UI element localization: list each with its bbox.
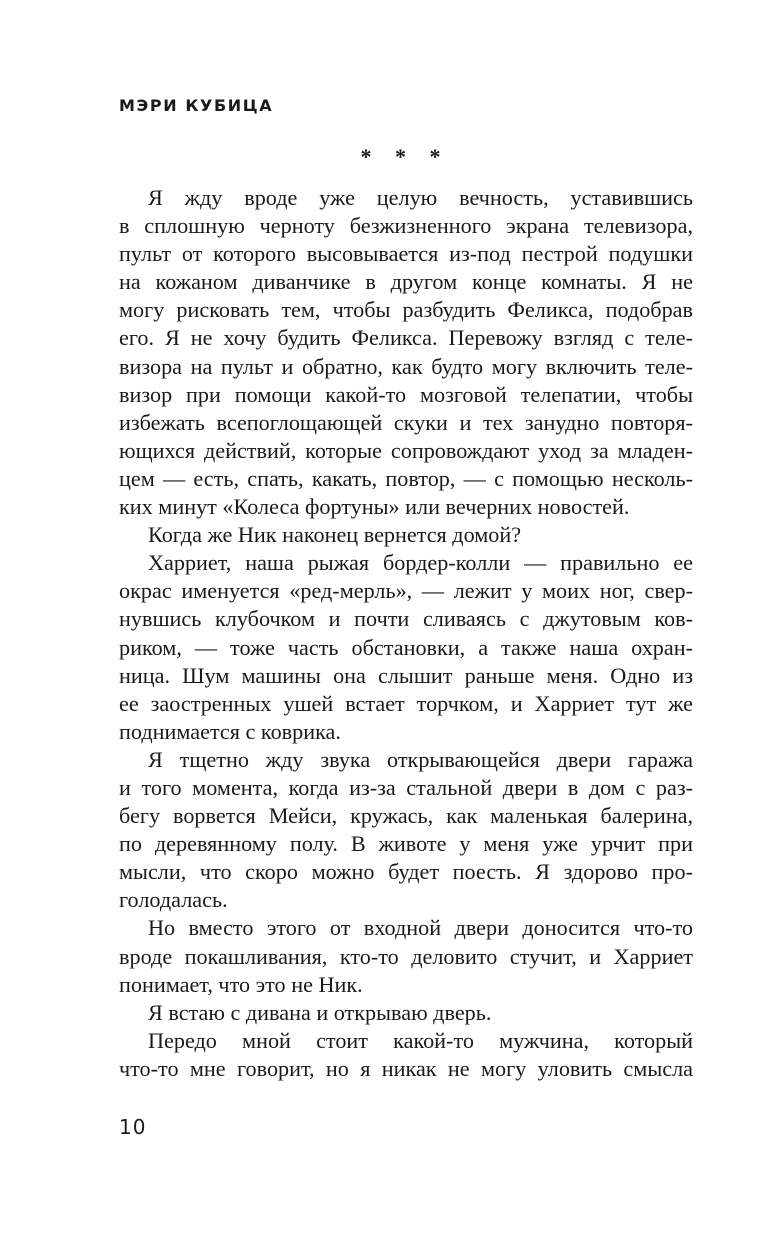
text-line: могу рисковать тем, чтобы разбудить Феликса, подобрав <box>119 297 693 323</box>
text-line: Передо мной стоит какой-то мужчина, который <box>148 1027 693 1053</box>
text-line: что-то мне говорит, но я никак не могу уловить смысла <box>119 1055 693 1081</box>
text-line: по деревянному полу. В животе у меня уже урчит при <box>119 831 693 857</box>
text-line: ее заостренных ушей встает торчком, и Харриет тут же <box>119 690 693 716</box>
text-line: окрас именуется «ред-мерль», — лежит у моих ног, свер- <box>119 578 693 604</box>
text-line: избежать всепоглощающей скуки и тех занудно повторя- <box>119 409 693 435</box>
text-line: Я жду вроде уже целую вечность, уставившись <box>148 185 693 210</box>
paragraph <box>119 184 693 521</box>
text-line: визор при помощи какой-то мозговой телепатии, чтобы <box>119 381 693 407</box>
text-line: и того момента, когда из-за стальной двери в дом с раз- <box>119 774 693 800</box>
text-line: поднимается с коврика. <box>119 718 341 744</box>
text-line: в сплошную черноту безжизненного экрана телевизора, <box>119 213 693 239</box>
text-line: визора на пульт и обратно, как будто могу включить теле- <box>119 353 693 379</box>
text-line: пульт от которого высовывается из-под пестрой подушки <box>119 241 693 267</box>
text-line: Я тщетно жду звука открывающейся двери гаража <box>148 746 693 772</box>
text-line: Харриет, наша рыжая бордер-колли — правильно ее <box>148 550 693 576</box>
paragraph <box>119 521 693 549</box>
text-line: ющихся действий, которые сопровождают уход за младен- <box>119 437 693 463</box>
text-line: понимает, что это не Ник. <box>119 971 363 997</box>
text-line: Когда же Ник наконец вернется домой? <box>148 522 522 548</box>
text-line: на кожаном диванчике в другом конце комнаты. Я не <box>119 269 693 295</box>
text-line: ница. Шум машины она слышит раньше меня. Одно из <box>119 662 693 688</box>
text-line: риком, — тоже часть обстановки, а также наша охран- <box>119 634 693 660</box>
text-line: нувшись клубочком и почти сливаясь с джутовым ков- <box>119 606 693 632</box>
text-line: его. Я не хочу будить Феликса. Перевожу взгляд с теле- <box>119 325 693 351</box>
text-line: Я встаю с дивана и открываю дверь. <box>148 999 492 1025</box>
paragraph <box>119 914 693 998</box>
text-line: бегу ворвется Мейси, кружась, как маленькая балерина, <box>119 803 693 829</box>
running-head-author: МЭРИ КУБИЦА <box>119 96 274 115</box>
text-line: вроде покашливания, кто-то деловито стучит, и Харриет <box>119 943 693 969</box>
body-text <box>119 184 693 1083</box>
paragraph <box>119 549 693 746</box>
text-line: Но вместо этого от входной двери доносится что-то <box>148 915 693 941</box>
paragraph <box>119 746 693 915</box>
text-line: мысли, что скоро можно будет поесть. Я здорово про- <box>119 859 693 885</box>
paragraph <box>119 999 693 1027</box>
page-number: 10 <box>119 1115 147 1139</box>
text-line: цем — есть, спать, какать, повтор, — с помощью несколь- <box>119 465 693 491</box>
text-line: голодалась. <box>119 887 228 913</box>
section-separator: * * * <box>360 144 450 169</box>
paragraph <box>119 1027 693 1083</box>
text-line: ких минут «Колеса фортуны» или вечерних новостей. <box>119 494 630 520</box>
